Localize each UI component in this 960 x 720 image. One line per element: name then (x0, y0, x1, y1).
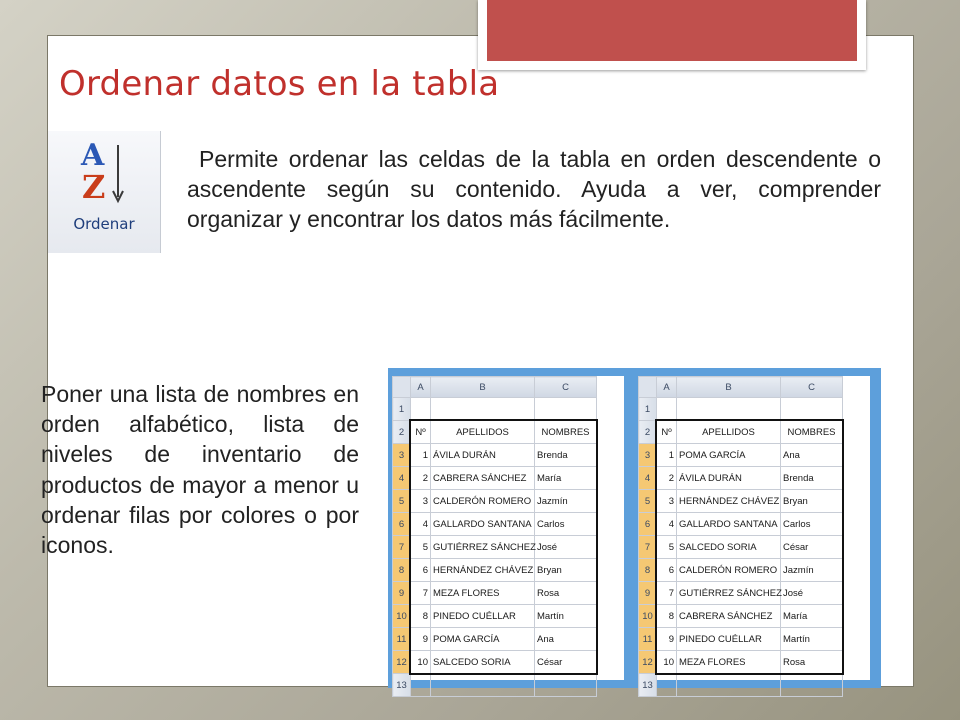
row-number: 8 (393, 559, 411, 582)
cell-name: Martín (535, 605, 597, 628)
cell-name: José (781, 582, 843, 605)
row-number: 12 (639, 651, 657, 674)
header-name: NOMBRES (535, 421, 597, 444)
cell-empty (535, 674, 597, 697)
cell-name: Jazmín (535, 490, 597, 513)
cell-surname: POMA GARCÍA (677, 444, 781, 467)
cell-empty (431, 674, 535, 697)
column-header-row (393, 377, 597, 398)
row-number: 13 (393, 674, 411, 697)
row-number: 13 (639, 674, 657, 697)
header-no: Nº (657, 421, 677, 444)
column-header: B (431, 377, 535, 398)
table-row (393, 674, 597, 697)
cell-name: César (535, 651, 597, 674)
cell-no: 4 (411, 513, 431, 536)
cell-empty (431, 398, 535, 421)
spreadsheet-unsorted (392, 376, 624, 691)
cell-surname: CALDERÓN ROMERO (677, 559, 781, 582)
cell-no: 7 (657, 582, 677, 605)
table-row (393, 582, 597, 605)
table-row (393, 651, 597, 674)
cell-no: 4 (657, 513, 677, 536)
cell-surname: GALLARDO SANTANA (677, 513, 781, 536)
slide-title: Ordenar datos en la tabla (59, 64, 500, 104)
cell-no: 1 (411, 444, 431, 467)
table-row (639, 398, 843, 421)
row-number: 5 (393, 490, 411, 513)
cell-surname: CABRERA SÁNCHEZ (431, 467, 535, 490)
cell-no: 7 (411, 582, 431, 605)
row-number: 6 (393, 513, 411, 536)
table-row (393, 444, 597, 467)
table-row (639, 674, 843, 697)
cell-surname: MEZA FLORES (677, 651, 781, 674)
cell-empty (411, 398, 431, 421)
cell-no: 2 (411, 467, 431, 490)
cell-no: 1 (657, 444, 677, 467)
table-row (393, 421, 597, 444)
row-number: 3 (393, 444, 411, 467)
cell-name: Martín (781, 628, 843, 651)
cell-surname: PINEDO CUÉLLAR (677, 628, 781, 651)
cell-name: Jazmín (781, 559, 843, 582)
row-number: 1 (393, 398, 411, 421)
column-header: C (781, 377, 843, 398)
cell-surname: CABRERA SÁNCHEZ (677, 605, 781, 628)
cell-name: Carlos (781, 513, 843, 536)
cell-no: 3 (411, 490, 431, 513)
row-number: 2 (639, 421, 657, 444)
header-no: Nº (411, 421, 431, 444)
cell-empty (535, 398, 597, 421)
cell-name: Ana (535, 628, 597, 651)
sort-button[interactable] (48, 131, 161, 253)
cell-surname: SALCEDO SORIA (677, 536, 781, 559)
table-row (393, 536, 597, 559)
cell-no: 6 (411, 559, 431, 582)
corner-cell (639, 377, 657, 398)
row-number: 7 (639, 536, 657, 559)
cell-surname: ÁVILA DURÁN (431, 444, 535, 467)
row-number: 8 (639, 559, 657, 582)
table-row (639, 513, 843, 536)
table-row (639, 605, 843, 628)
cell-empty (781, 398, 843, 421)
cell-name: Bryan (781, 490, 843, 513)
table-row (393, 513, 597, 536)
cell-no: 9 (411, 628, 431, 651)
row-number: 7 (393, 536, 411, 559)
table-row (393, 628, 597, 651)
cell-surname: HERNÁNDEZ CHÁVEZ (677, 490, 781, 513)
row-number: 5 (639, 490, 657, 513)
table-row (639, 421, 843, 444)
table-row (393, 490, 597, 513)
column-header: A (411, 377, 431, 398)
cell-name: Rosa (535, 582, 597, 605)
cell-name: José (535, 536, 597, 559)
row-number: 2 (393, 421, 411, 444)
accent-tab-fill (487, 0, 857, 61)
table-row (639, 444, 843, 467)
header-name: NOMBRES (781, 421, 843, 444)
table-row (639, 490, 843, 513)
cell-no: 8 (411, 605, 431, 628)
cell-no: 10 (411, 651, 431, 674)
table-row (639, 628, 843, 651)
table-row (393, 398, 597, 421)
row-number: 4 (393, 467, 411, 490)
table-row (393, 467, 597, 490)
cell-empty (677, 398, 781, 421)
cell-surname: ÁVILA DURÁN (677, 467, 781, 490)
cell-empty (657, 674, 677, 697)
table-row (393, 559, 597, 582)
cell-name: Bryan (535, 559, 597, 582)
cell-surname: SALCEDO SORIA (431, 651, 535, 674)
column-header: A (657, 377, 677, 398)
cell-surname: GUTIÉRREZ SÁNCHEZ (431, 536, 535, 559)
row-number: 4 (639, 467, 657, 490)
cell-name: María (535, 467, 597, 490)
sort-az-descending-icon (81, 138, 127, 207)
sheet-grid (392, 376, 597, 697)
intro-paragraph-text: Permite ordenar las celdas de la tabla en orden descendente o ascendente según su contenido. Ayuda a ver, comprender organizar y encontrar los datos más fácilmente. (187, 146, 881, 232)
row-number: 1 (639, 398, 657, 421)
cell-no: 2 (657, 467, 677, 490)
cell-surname: POMA GARCÍA (431, 628, 535, 651)
row-number: 11 (393, 628, 411, 651)
row-number: 10 (639, 605, 657, 628)
cell-empty (677, 674, 781, 697)
cell-name: Brenda (535, 444, 597, 467)
cell-no: 6 (657, 559, 677, 582)
examples-paragraph: Poner una lista de nombres en orden alfabético, lista de niveles de inventario de productos de mayor a menor u ordenar filas por colores o por iconos. (41, 381, 359, 559)
table-row (393, 605, 597, 628)
cell-no: 10 (657, 651, 677, 674)
cell-no: 9 (657, 628, 677, 651)
row-number: 3 (639, 444, 657, 467)
cell-no: 5 (657, 536, 677, 559)
letter-a-glyph: A (81, 138, 105, 173)
row-number: 10 (393, 605, 411, 628)
cell-name: María (781, 605, 843, 628)
intro-paragraph (187, 144, 881, 234)
cell-surname: MEZA FLORES (431, 582, 535, 605)
cell-surname: HERNÁNDEZ CHÁVEZ (431, 559, 535, 582)
table-row (639, 582, 843, 605)
cell-no: 5 (411, 536, 431, 559)
cell-empty (657, 398, 677, 421)
cell-surname: GUTIÉRREZ SÁNCHEZ (677, 582, 781, 605)
letter-z-glyph: Z (82, 168, 106, 206)
down-arrow-icon (111, 143, 125, 205)
cell-no: 8 (657, 605, 677, 628)
cell-empty (781, 674, 843, 697)
cell-no: 3 (657, 490, 677, 513)
cell-name: César (781, 536, 843, 559)
table-row (639, 536, 843, 559)
spreadsheet-screenshot (388, 368, 881, 691)
column-header: C (535, 377, 597, 398)
accent-tab (478, 0, 866, 70)
table-row (639, 467, 843, 490)
cell-name: Brenda (781, 467, 843, 490)
cell-name: Carlos (535, 513, 597, 536)
row-number: 12 (393, 651, 411, 674)
sort-button-label: Ordenar (73, 215, 135, 233)
row-number: 6 (639, 513, 657, 536)
row-number: 9 (639, 582, 657, 605)
row-number: 11 (639, 628, 657, 651)
table-row (639, 651, 843, 674)
header-surname: APELLIDOS (431, 421, 535, 444)
cell-surname: GALLARDO SANTANA (431, 513, 535, 536)
sheet-grid (638, 376, 843, 697)
cell-surname: CALDERÓN ROMERO (431, 490, 535, 513)
column-header-row (639, 377, 843, 398)
corner-cell (393, 377, 411, 398)
cell-surname: PINEDO CUÉLLAR (431, 605, 535, 628)
table-row (639, 559, 843, 582)
cell-empty (411, 674, 431, 697)
row-number: 9 (393, 582, 411, 605)
column-header: B (677, 377, 781, 398)
spreadsheet-sorted (638, 376, 870, 691)
header-surname: APELLIDOS (677, 421, 781, 444)
cell-name: Ana (781, 444, 843, 467)
cell-name: Rosa (781, 651, 843, 674)
